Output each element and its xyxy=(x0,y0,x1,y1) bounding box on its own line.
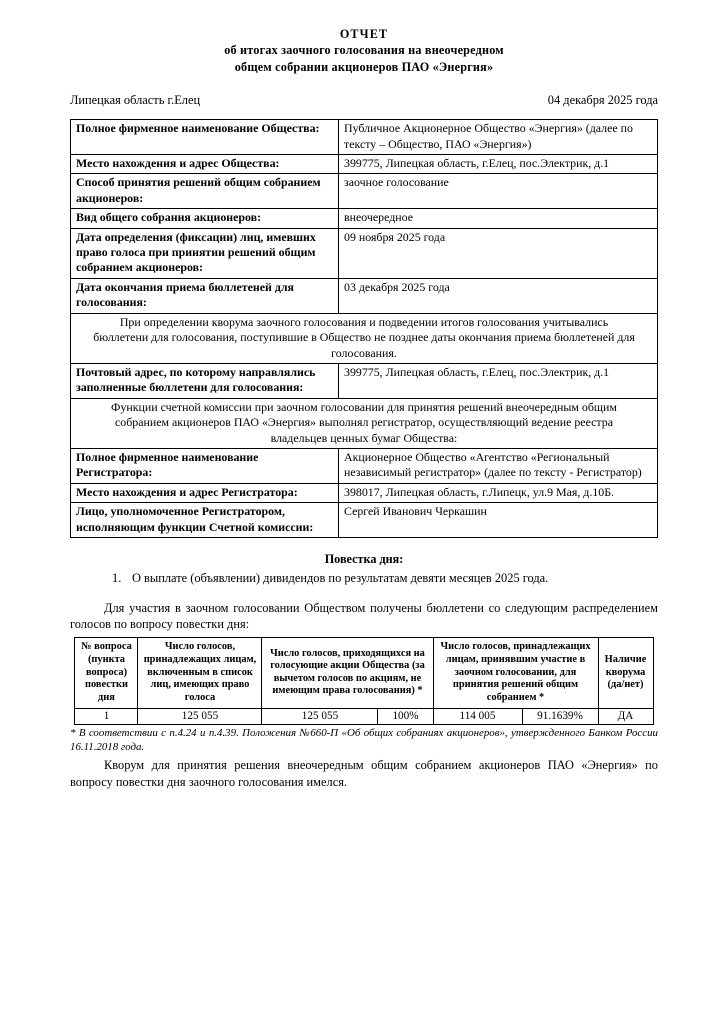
table-row xyxy=(71,120,658,155)
place-label: Липецкая область г.Елец xyxy=(70,93,201,108)
column-header-question-no: № вопроса (пункта вопроса) повестки дня xyxy=(75,638,138,709)
date-label: 04 декабря 2025 года xyxy=(547,93,658,108)
table-header-row xyxy=(75,638,653,709)
commission-note: Функции счетной комиссии при заочном голосовании для принятия решений внеочередным общим собранием акционеров ПАО «Энергия» выполнял регистратор, осуществляющий ведение реестра владельцев ценных бумаг Общества: xyxy=(71,398,658,448)
row-label: Дата определения (фиксации) лиц, имевших право голоса при принятии решений общим собранием акционеров: xyxy=(71,228,339,278)
table-row xyxy=(75,709,653,725)
table-row xyxy=(71,503,658,538)
cell-participated-percent: 91.1639% xyxy=(522,709,598,725)
column-header-quorum: Наличие кворума (да/нет) xyxy=(598,638,653,709)
cell-quorum: ДА xyxy=(598,709,653,725)
closing-paragraph: Кворум для принятия решения внеочередным общим собранием акционеров ПАО «Энергия» по вопросу повестки дня заочного голосования имелся. xyxy=(70,758,658,789)
row-label: Дата окончания приема бюллетеней для голосования: xyxy=(71,278,339,313)
row-value: заочное голосование xyxy=(339,174,658,209)
place-date-line xyxy=(70,93,658,108)
row-label: Вид общего собрания акционеров: xyxy=(71,209,339,228)
table-row xyxy=(71,483,658,502)
company-info-table xyxy=(70,119,658,538)
cell-voting-shares: 125 055 xyxy=(262,709,378,725)
row-value: Сергей Иванович Черкашин xyxy=(339,503,658,538)
title-line-1: ОТЧЕТ xyxy=(339,27,389,41)
row-value: 399775, Липецкая область, г.Елец, пос.Электрик, д.1 xyxy=(339,363,658,398)
title-line-3: общем собрании акционеров ПАО «Энергия» xyxy=(234,59,494,74)
row-value: Акционерное Общество «Агентство «Региональный независимый регистратор» (далее по тексту - Регистратор) xyxy=(339,448,658,483)
row-label: Место нахождения и адрес Общества: xyxy=(71,155,339,174)
cell-participated: 114 005 xyxy=(433,709,522,725)
cell-votes-in-list: 125 055 xyxy=(138,709,262,725)
footnote-text: * В соответствии с п.4.24 и п.4.39. Положения №660-П «Об общих собраниях акционеров», утвержденного Банком России 16.11.2018 года. xyxy=(70,727,658,753)
row-label: Место нахождения и адрес Регистратора: xyxy=(71,483,339,502)
cell-question-no: 1 xyxy=(75,709,138,725)
row-value: внеочередное xyxy=(339,209,658,228)
intro-paragraph: Для участия в заочном голосовании Обществом получены бюллетени со следующим распределением голосов по вопросу повестки дня: xyxy=(70,600,658,632)
table-row-note-quorum xyxy=(71,313,658,363)
agenda-title: Повестка дня: xyxy=(324,551,404,566)
row-label: Почтовый адрес, по которому направлялись заполненные бюллетени для голосования: xyxy=(71,363,339,398)
row-value: 09 ноября 2025 года xyxy=(339,228,658,278)
row-label: Лицо, уполномоченное Регистратором, исполняющим функции Счетной комиссии: xyxy=(71,503,339,538)
row-value: 398017, Липецкая область, г.Липецк, ул.9 Мая, д.10Б. xyxy=(339,483,658,502)
table-row xyxy=(71,278,658,313)
page-title xyxy=(70,26,658,75)
row-label: Полное фирменное наименование Регистратора: xyxy=(71,448,339,483)
quorum-note: При определении кворума заочного голосования и подведении итогов голосования учитывались бюллетени для голосования, поступившие в Общество не позднее даты окончания приема бюллетеней для голосования. xyxy=(71,313,658,363)
table-row xyxy=(71,174,658,209)
cell-voting-shares-percent: 100% xyxy=(378,709,433,725)
table-row-note-commission xyxy=(71,398,658,448)
row-label: Способ принятия решений общим собранием акционеров: xyxy=(71,174,339,209)
table-row xyxy=(71,448,658,483)
list-item xyxy=(70,570,658,586)
voting-results-table xyxy=(74,637,653,725)
row-label: Полное фирменное наименование Общества: xyxy=(71,120,339,155)
row-value: 399775, Липецкая область, г.Елец, пос.Электрик, д.1 xyxy=(339,155,658,174)
table-row xyxy=(71,155,658,174)
agenda-list xyxy=(70,570,658,586)
table-row xyxy=(71,363,658,398)
row-value: 03 декабря 2025 года xyxy=(339,278,658,313)
table-row xyxy=(71,209,658,228)
title-line-2: об итогах заочного голосования на внеочередном xyxy=(224,43,504,58)
column-header-voting-shares: Число голосов, приходящихся на голосующие акции Общества (за вычетом голосов по акциям, не имеющим права голосования) * xyxy=(262,638,433,709)
table-row xyxy=(71,228,658,278)
agenda-item-number: 1. xyxy=(112,570,122,585)
agenda-item-text: О выплате (объявлении) дивидендов по результатам девяти месяцев 2025 года. xyxy=(132,570,549,585)
column-header-votes-in-list: Число голосов, принадлежащих лицам, включенным в список лиц, имеющих право голоса xyxy=(138,638,262,709)
row-value: Публичное Акционерное Общество «Энергия» (далее по тексту – Общество, ПАО «Энергия») xyxy=(339,120,658,155)
column-header-participated: Число голосов, принадлежащих лицам, принявшим участие в заочном голосовании, для принятия решений общим собранием * xyxy=(433,638,598,709)
